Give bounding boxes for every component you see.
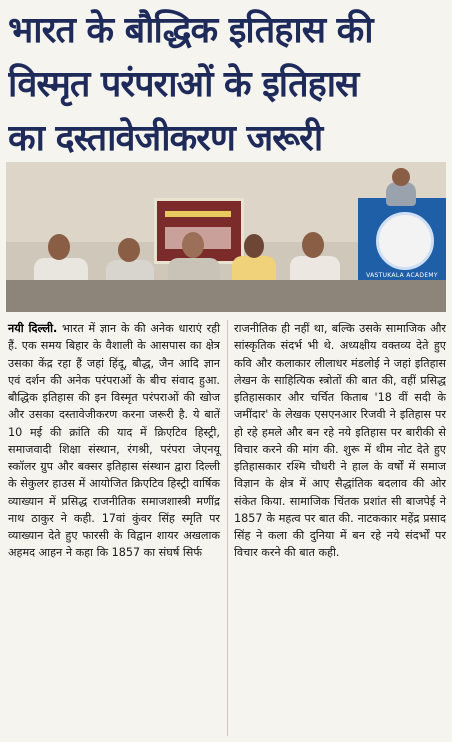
headline-line-3: का दस्तावेजीकरण जरूरी bbox=[8, 118, 323, 159]
headline-line-1: भारत के बौद्धिक इतिहास की bbox=[8, 10, 373, 51]
article-column-left bbox=[8, 320, 220, 562]
column-divider bbox=[227, 320, 228, 736]
dateline: नयी दिल्ली. bbox=[8, 322, 58, 335]
photo-table bbox=[6, 280, 446, 312]
headline-line-2: विस्मृत परंपराओं के इतिहास bbox=[8, 64, 359, 105]
banner-text: VASTUKALA ACADEMY bbox=[366, 272, 438, 279]
academy-seal-icon bbox=[376, 212, 434, 270]
left-column-text: भारत में ज्ञान के की अनेक धाराएं रही हैं. एक समय बिहार के वैशाली के आसपास का क्षेत्र उसका केंद्र रहा हैं जहां हिंदू, बौद्ध, जैन आदि ज्ञान एवं दर्शन की अनेक परंपराओं के बीच संवाद हुआ. बौद्धिक इतिहास की इन विस्मृत परंपराओं की खोज और उसका दस्तावेजीकरण करना जरूरी है. ये बातें 10 मई की क्रांति की याद में क्रिएटिव हिस्ट्री, समाजवादी शिक्षा संस्थान, रंगश्री, परंपरा जेएनयू स्कॉलर ग्रुप और बक्सर इतिहास संस्थान द्वारा दिल्ली के सेकुलर हाउस में आयोजित क्रिएटिव हिस्ट्री वार्षिक व्याख्यान में प्रसिद्ध राजनीतिक समाजशास्त्री मणींद्र नाथ ठाकुर ने कही. 17वां कुंवर सिंह स्मृति पर व्याख्यान देते हुए फारसी के विद्वान शायर अखलाक अहमद आहन ने कहा कि 1857 का संघर्ष सिर्फ bbox=[8, 322, 221, 560]
right-column-text: राजनीतिक ही नहीं था, बल्कि उसके सामाजिक और सांस्कृतिक संदर्भ भी थे. अध्यक्षीय वक्तव्य देते हुए कवि और कलाकार लीलाधर मंडलोई ने जहां इतिहास लेखन के साहित्यिक स्त्रोतों की बात की, वहीं प्रसिद्ध इतिहासकार और चर्चित किताब '18 वीं सदी के जमींदार' के लेखक एसएनआर रिजवी ने इतिहास पर हो रहे हमले और बन रहे नये इतिहास पर बारीकी से विचार करने की मांग की. शुरू में थीम नोट देते हुए इतिहासकार रश्मि चौधरी ने हाल के वर्षों में समाज विज्ञान के क्षेत्र में आए सैद्धांतिक बदलाव की ओर संकेत किया. सामाजिक चिंतक प्रशांत सी बाजपेई ने 1857 के महत्व पर बात की. नाटककार महेंद्र प्रसाद सिंह ने कला की दुनिया में बन रहे नये संदर्भों पर विचार करने की बात कही. bbox=[234, 322, 446, 560]
article-body bbox=[8, 320, 446, 736]
article-column-right bbox=[234, 320, 446, 562]
headline bbox=[8, 4, 446, 166]
event-photo bbox=[6, 162, 446, 312]
